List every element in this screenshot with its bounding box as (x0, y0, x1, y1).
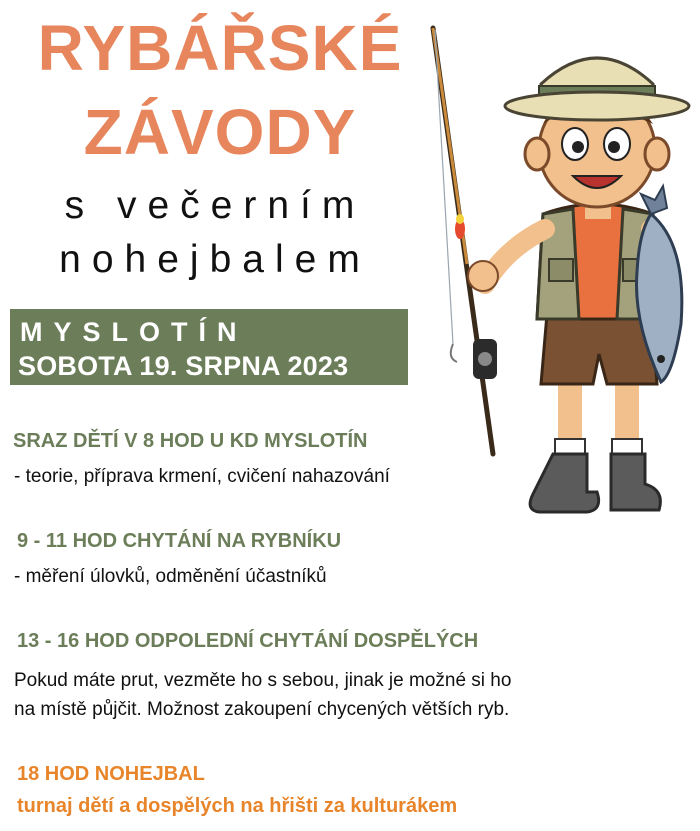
schedule-text-3a: Pokud máte prut, vezměte ho s sebou, jinak je možné si ho (14, 670, 512, 691)
banner-place: MYSLOTÍN (20, 317, 248, 347)
location-date-banner (10, 309, 408, 385)
subtitle-line-2: nohejbalem (59, 238, 371, 281)
banner-date: SOBOTA 19. SRPNA 2023 (18, 351, 349, 381)
cartoon-boy-fisherman-icon (425, 14, 695, 544)
schedule-text-3b: na místě půjčit. Možnost zakoupení chycených větších ryb. (14, 699, 510, 720)
evening-text: turnaj dětí a dospělých na hřišti za kulturákem (17, 795, 458, 817)
schedule-heading-2: 9 - 11 HOD CHYTÁNÍ NA RYBNÍKU (17, 530, 342, 552)
subtitle-line-1: s večerním (64, 184, 366, 227)
schedule-text-1: - teorie, příprava krmení, cvičení nahazování (14, 466, 390, 487)
schedule-heading-1: SRAZ DĚTÍ V 8 HOD U KD MYSLOTÍN (13, 430, 368, 452)
title-line-1: RYBÁŘSKÉ (37, 12, 403, 84)
schedule-heading-3: 13 - 16 HOD ODPOLEDNÍ CHYTÁNÍ DOSPĚLÝCH (17, 630, 479, 652)
schedule-text-2: - měření úlovků, odměnění účastníků (14, 566, 327, 587)
title-line-2: ZÁVODY (83, 96, 357, 168)
evening-heading: 18 HOD NOHEJBAL (17, 763, 205, 785)
